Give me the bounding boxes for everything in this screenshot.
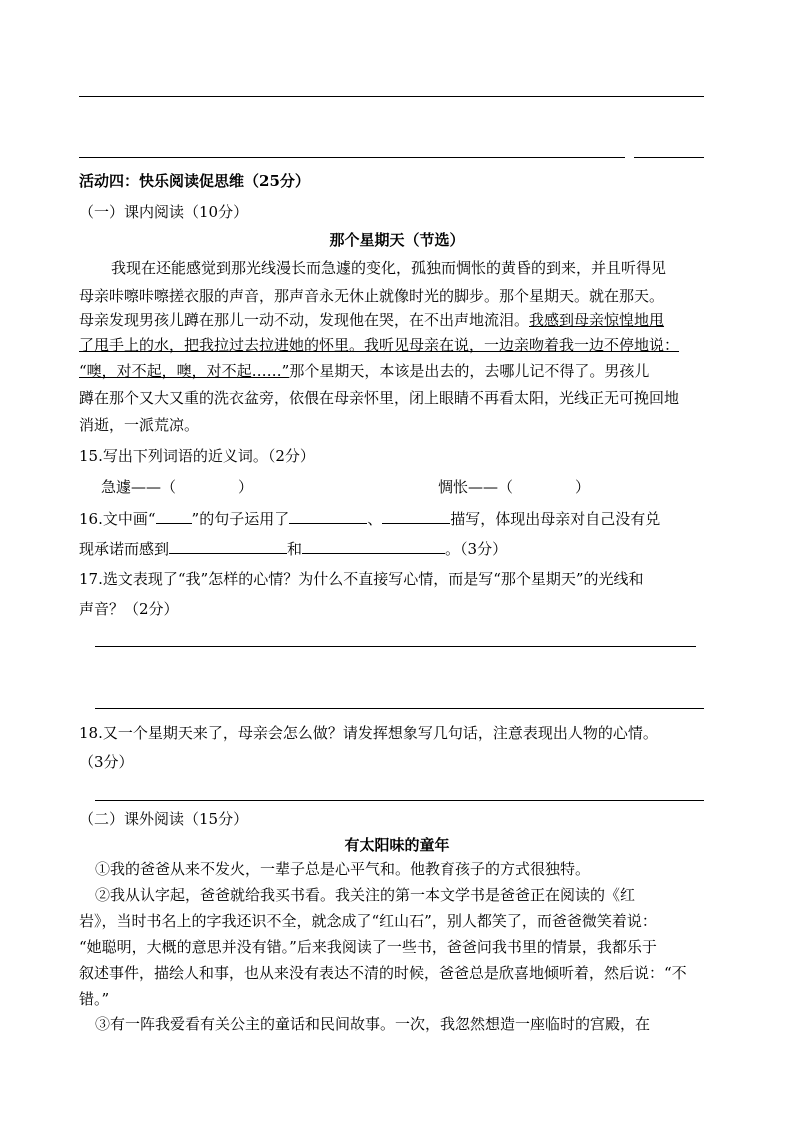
question-16-cont	[79, 539, 507, 559]
answer-blank[interactable]	[289, 509, 367, 524]
answer-line	[79, 96, 704, 97]
underlined-sentence: 了甩手上的水，把我拉过去拉进她的怀里。我听见母亲在说，一边亲吻着我一边不停地说：	[79, 336, 680, 354]
passage-line	[79, 311, 664, 330]
q16-text: 和	[287, 540, 303, 558]
answer-blank[interactable]	[169, 539, 287, 554]
question-17-cont: 声音？（2分）	[79, 600, 179, 618]
q15-bracket: ）	[575, 478, 591, 496]
passage-line: 我现在还能感觉到那光线漫长而急遽的变化，孤独而惆怅的黄昏的到来，并且听得见	[111, 259, 667, 277]
section-heading: 活动四：快乐阅读促思维（25分）	[79, 172, 310, 190]
q15-item-2	[438, 478, 590, 497]
question-18-cont: （3分）	[79, 753, 134, 771]
q16-text: 描写，体现出母亲对自己没有兑	[450, 510, 661, 528]
subsection-heading: （一）课内阅读（10分）	[79, 203, 249, 221]
q15-word: 惆怅——（	[438, 478, 514, 496]
q16-text: 现承诺而感到	[79, 540, 170, 558]
passage-line: 岩》，当时书名上的字我还识不全，就念成了“红山石”，别人都笑了，而爸爸微笑着说：	[79, 912, 657, 930]
passage-line: ③有一阵我爱看有关公主的童话和民间故事。一次，我忽然想造一座临时的宫殿，在	[95, 1015, 651, 1033]
answer-blank[interactable]	[156, 509, 192, 524]
q16-text: 16.文中画“	[79, 510, 156, 528]
answer-line	[79, 157, 625, 158]
q15-word: 急遽——（	[101, 478, 177, 496]
underlined-sentence: 我感到母亲惊惶地甩	[529, 311, 665, 329]
q16-text: ”的句子运用了	[191, 510, 290, 528]
passage-line: ①我的爸爸从来不发火，一辈子总是心平气和。他教育孩子的方式很独特。	[95, 860, 591, 878]
answer-blank[interactable]	[302, 539, 445, 554]
question-15: 15.写出下列词语的近义词。（2分）	[79, 447, 315, 465]
passage-line: 消逝，一派荒凉。	[79, 416, 200, 434]
passage-line	[79, 362, 649, 381]
passage-line: 错。”	[79, 990, 110, 1008]
question-17: 17.选文表现了“我”怎样的心情？为什么不直接写心情，而是写“那个星期天”的光线和	[79, 570, 644, 588]
passage-line: 蹲在那个又大又重的洗衣盆旁，依偎在母亲怀里，闭上眼睛不再看太阳，光线正无可挽回地	[79, 389, 680, 407]
question-16	[79, 509, 660, 529]
passage-title: 有太阳味的童年	[344, 836, 450, 854]
passage-text: 那个星期天，本该是出去的，去哪儿记不得了。男孩儿	[289, 362, 650, 380]
answer-blank[interactable]	[382, 509, 450, 524]
q15-item-1	[101, 478, 253, 497]
answer-line[interactable]	[95, 646, 696, 647]
subsection-heading: （二）课外阅读（15分）	[79, 810, 249, 828]
underlined-sentence: “噢，对不起，噢，对不起……”	[79, 362, 290, 380]
passage-line: “她聪明，大概的意思并没有错。”后来我阅读了一些书，爸爸问我书里的情景，我都乐于	[79, 938, 657, 956]
answer-line[interactable]	[95, 708, 704, 709]
q15-bracket: ）	[238, 478, 254, 496]
passage-text: 母亲发现男孩儿蹲在那儿一动不动，发现他在哭，在不出声地流泪。	[79, 311, 530, 329]
passage-line: ②我从认字起，爸爸就给我买书看。我关注的第一本文学书是爸爸正在阅读的《红	[95, 886, 636, 904]
question-18: 18.又一个星期天来了，母亲会怎么做？请发挥想象写几句话，注意表现出人物的心情。	[79, 724, 658, 742]
answer-line	[634, 157, 704, 158]
passage-title: 那个星期天（节选）	[329, 231, 465, 249]
q16-text: 、	[367, 510, 383, 528]
passage-line: 母亲咔嚓咔嚓搓衣服的声音，那声音永无休止就像时光的脚步。那个星期天。就在那天。	[79, 287, 665, 305]
answer-line[interactable]	[95, 800, 704, 801]
q16-text: 。（3分）	[445, 540, 508, 558]
passage-line: 叙述事件，描绘人和事，也从来没有表达不清的时候，爸爸总是欣喜地倾听着，然后说：“不	[79, 964, 687, 982]
